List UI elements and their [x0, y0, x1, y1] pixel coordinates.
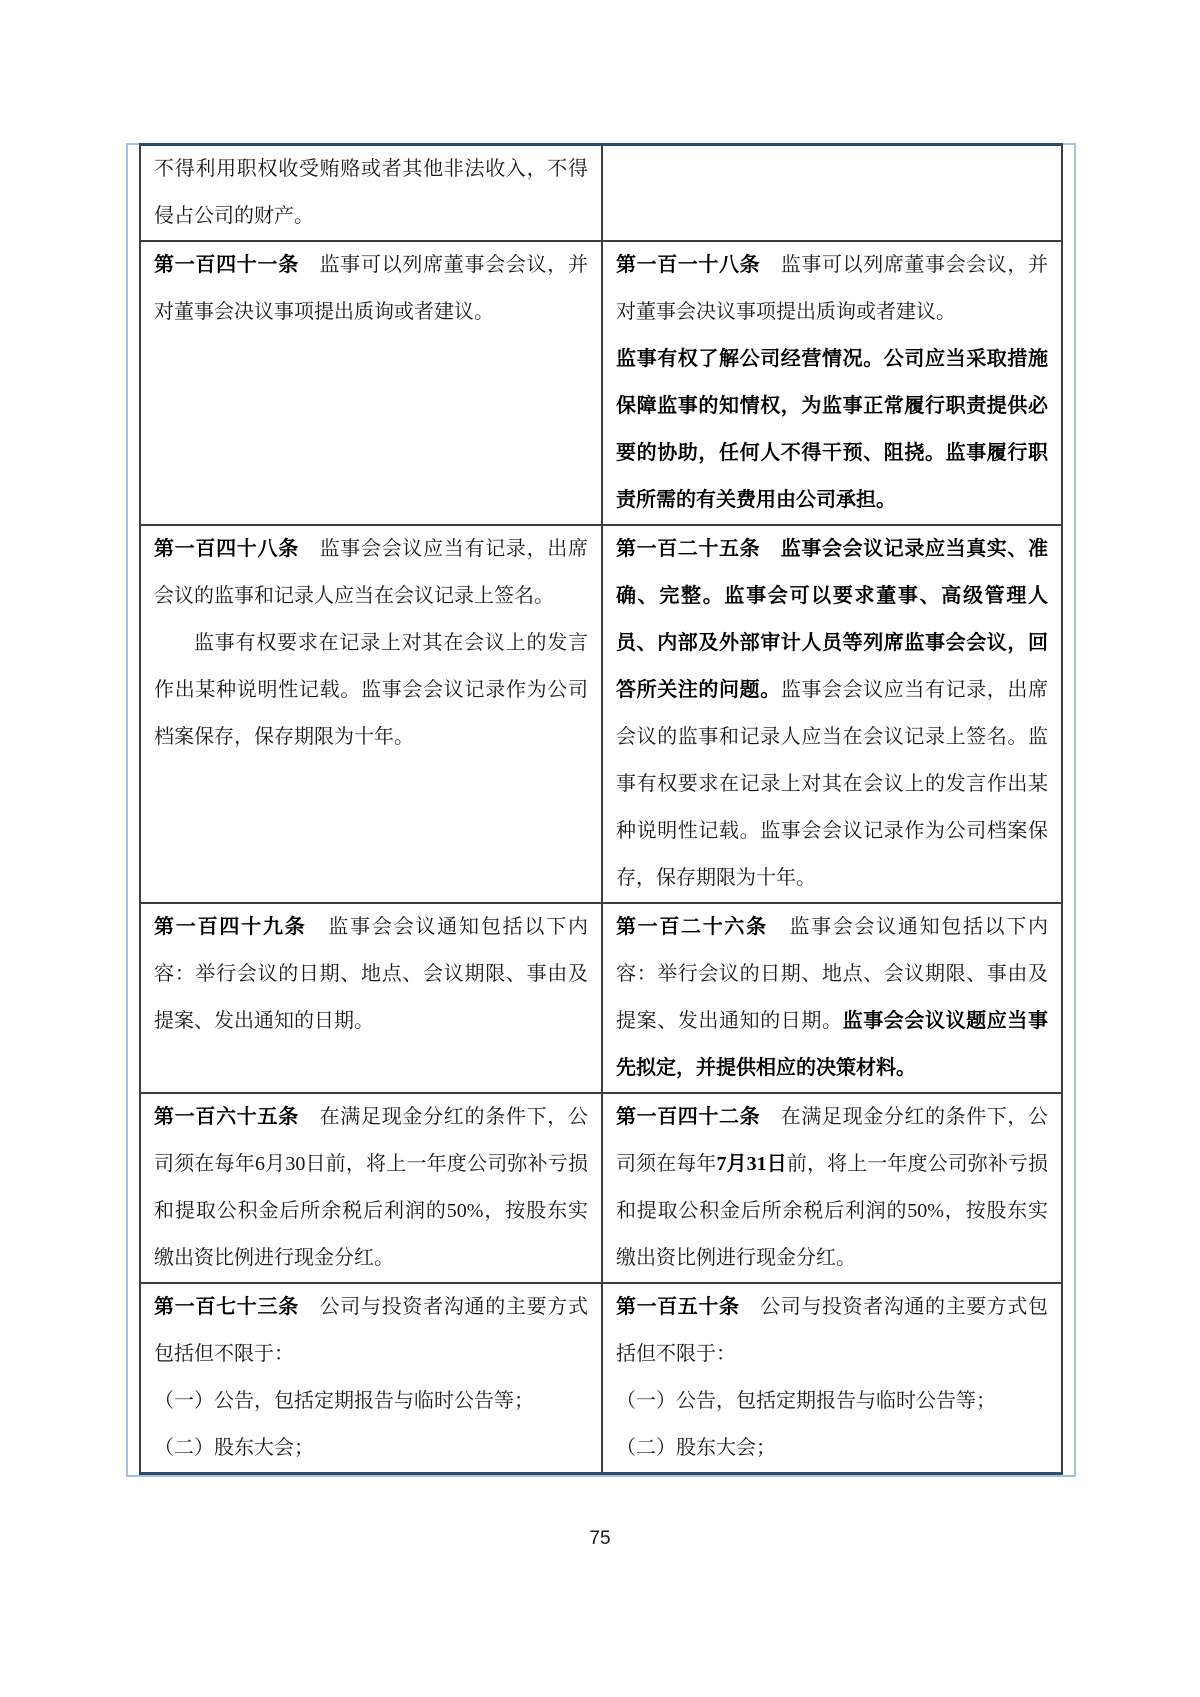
table-row: [141, 1282, 1061, 1472]
comparison-table: [139, 143, 1063, 1475]
table-cell-right: [601, 1094, 1061, 1282]
paragraph: 第一百四十八条 监事会会议应当有记录，出席会议的监事和记录人应当在会议记录上签名。: [154, 538, 589, 607]
paragraph: 第一百一十八条 监事可以列席董事会会议，并对董事会决议事项提出质询或者建议。: [616, 254, 1049, 323]
paragraph: 第一百四十一条 监事可以列席董事会会议，并对董事会决议事项提出质询或者建议。: [154, 254, 589, 323]
paragraph: （二）股东大会；: [154, 1437, 314, 1459]
table-cell-left: [141, 526, 601, 902]
paragraph: 监事有权要求在记录上对其在会议上的发言作出某种说明性记载。监事会会议记录作为公司档案保存，保存期限为十年。: [154, 632, 588, 748]
paragraph: 第一百五十条 公司与投资者沟通的主要方式包括但不限于：: [616, 1296, 1049, 1365]
table-cell-right: [601, 1284, 1061, 1472]
page-number: 75: [589, 1528, 611, 1549]
table-cell-right: [601, 904, 1061, 1092]
paragraph: 不得利用职权收受贿赂或者其他非法收入，不得侵占公司的财产。: [154, 158, 588, 227]
table-row: [141, 902, 1061, 1092]
table-row: [141, 240, 1061, 524]
table-row: [141, 1092, 1061, 1282]
table-cell-right: [601, 526, 1061, 902]
table-cell-left: [141, 146, 601, 240]
table-cell-right: [601, 242, 1061, 524]
paragraph: （二）股东大会；: [616, 1437, 776, 1459]
table-cell-left: [141, 1094, 601, 1282]
paragraph: （一）公告，包括定期报告与临时公告等；: [154, 1390, 534, 1412]
table-row: [141, 524, 1061, 902]
paragraph: 第一百四十九条 监事会会议通知包括以下内容：举行会议的日期、地点、会议期限、事由及提案、发出通知的日期。: [154, 916, 589, 1032]
paragraph: 第一百六十五条 在满足现金分红的条件下，公司须在每年6月30日前，将上一年度公司弥补亏损和提取公积金后所余税后利润的50%，按股东实缴出资比例进行现金分红。: [154, 1106, 589, 1269]
table-cell-left: [141, 904, 601, 1092]
paragraph: 第一百四十二条 在满足现金分红的条件下，公司须在每年7月31日前，将上一年度公司弥补亏损和提取公积金后所余税后利润的50%，按股东实缴出资比例进行现金分红。: [616, 1106, 1049, 1269]
paragraph: （一）公告，包括定期报告与临时公告等；: [616, 1390, 996, 1412]
table-cell-left: [141, 1284, 601, 1472]
page-border-frame: [126, 143, 1076, 1477]
paragraph: 第一百二十五条 监事会会议记录应当真实、准确、完整。监事会可以要求董事、高级管理人员、内部及外部审计人员等列席监事会会议，回答所关注的问题。监事会会议应当有记录，出席会议的监事和记录人应当在会议记录上签名。监事有权要求在记录上对其在会议上的发言作出某种说明性记载。监事会会议记录作为公司档案保存，保存期限为十年。: [616, 538, 1049, 889]
paragraph: 第一百二十六条 监事会会议通知包括以下内容：举行会议的日期、地点、会议期限、事由及提案、发出通知的日期。监事会会议议题应当事先拟定，并提供相应的决策材料。: [616, 916, 1049, 1079]
paragraph: 监事有权了解公司经营情况。公司应当采取措施保障监事的知情权，为监事正常履行职责提供必要的协助，任何人不得干预、阻挠。监事履行职责所需的有关费用由公司承担。: [616, 348, 1048, 511]
table-row: [141, 146, 1061, 240]
table-cell-left: [141, 242, 601, 524]
paragraph: 第一百七十三条 公司与投资者沟通的主要方式包括但不限于：: [154, 1296, 589, 1365]
table-cell-right: [601, 146, 1061, 240]
